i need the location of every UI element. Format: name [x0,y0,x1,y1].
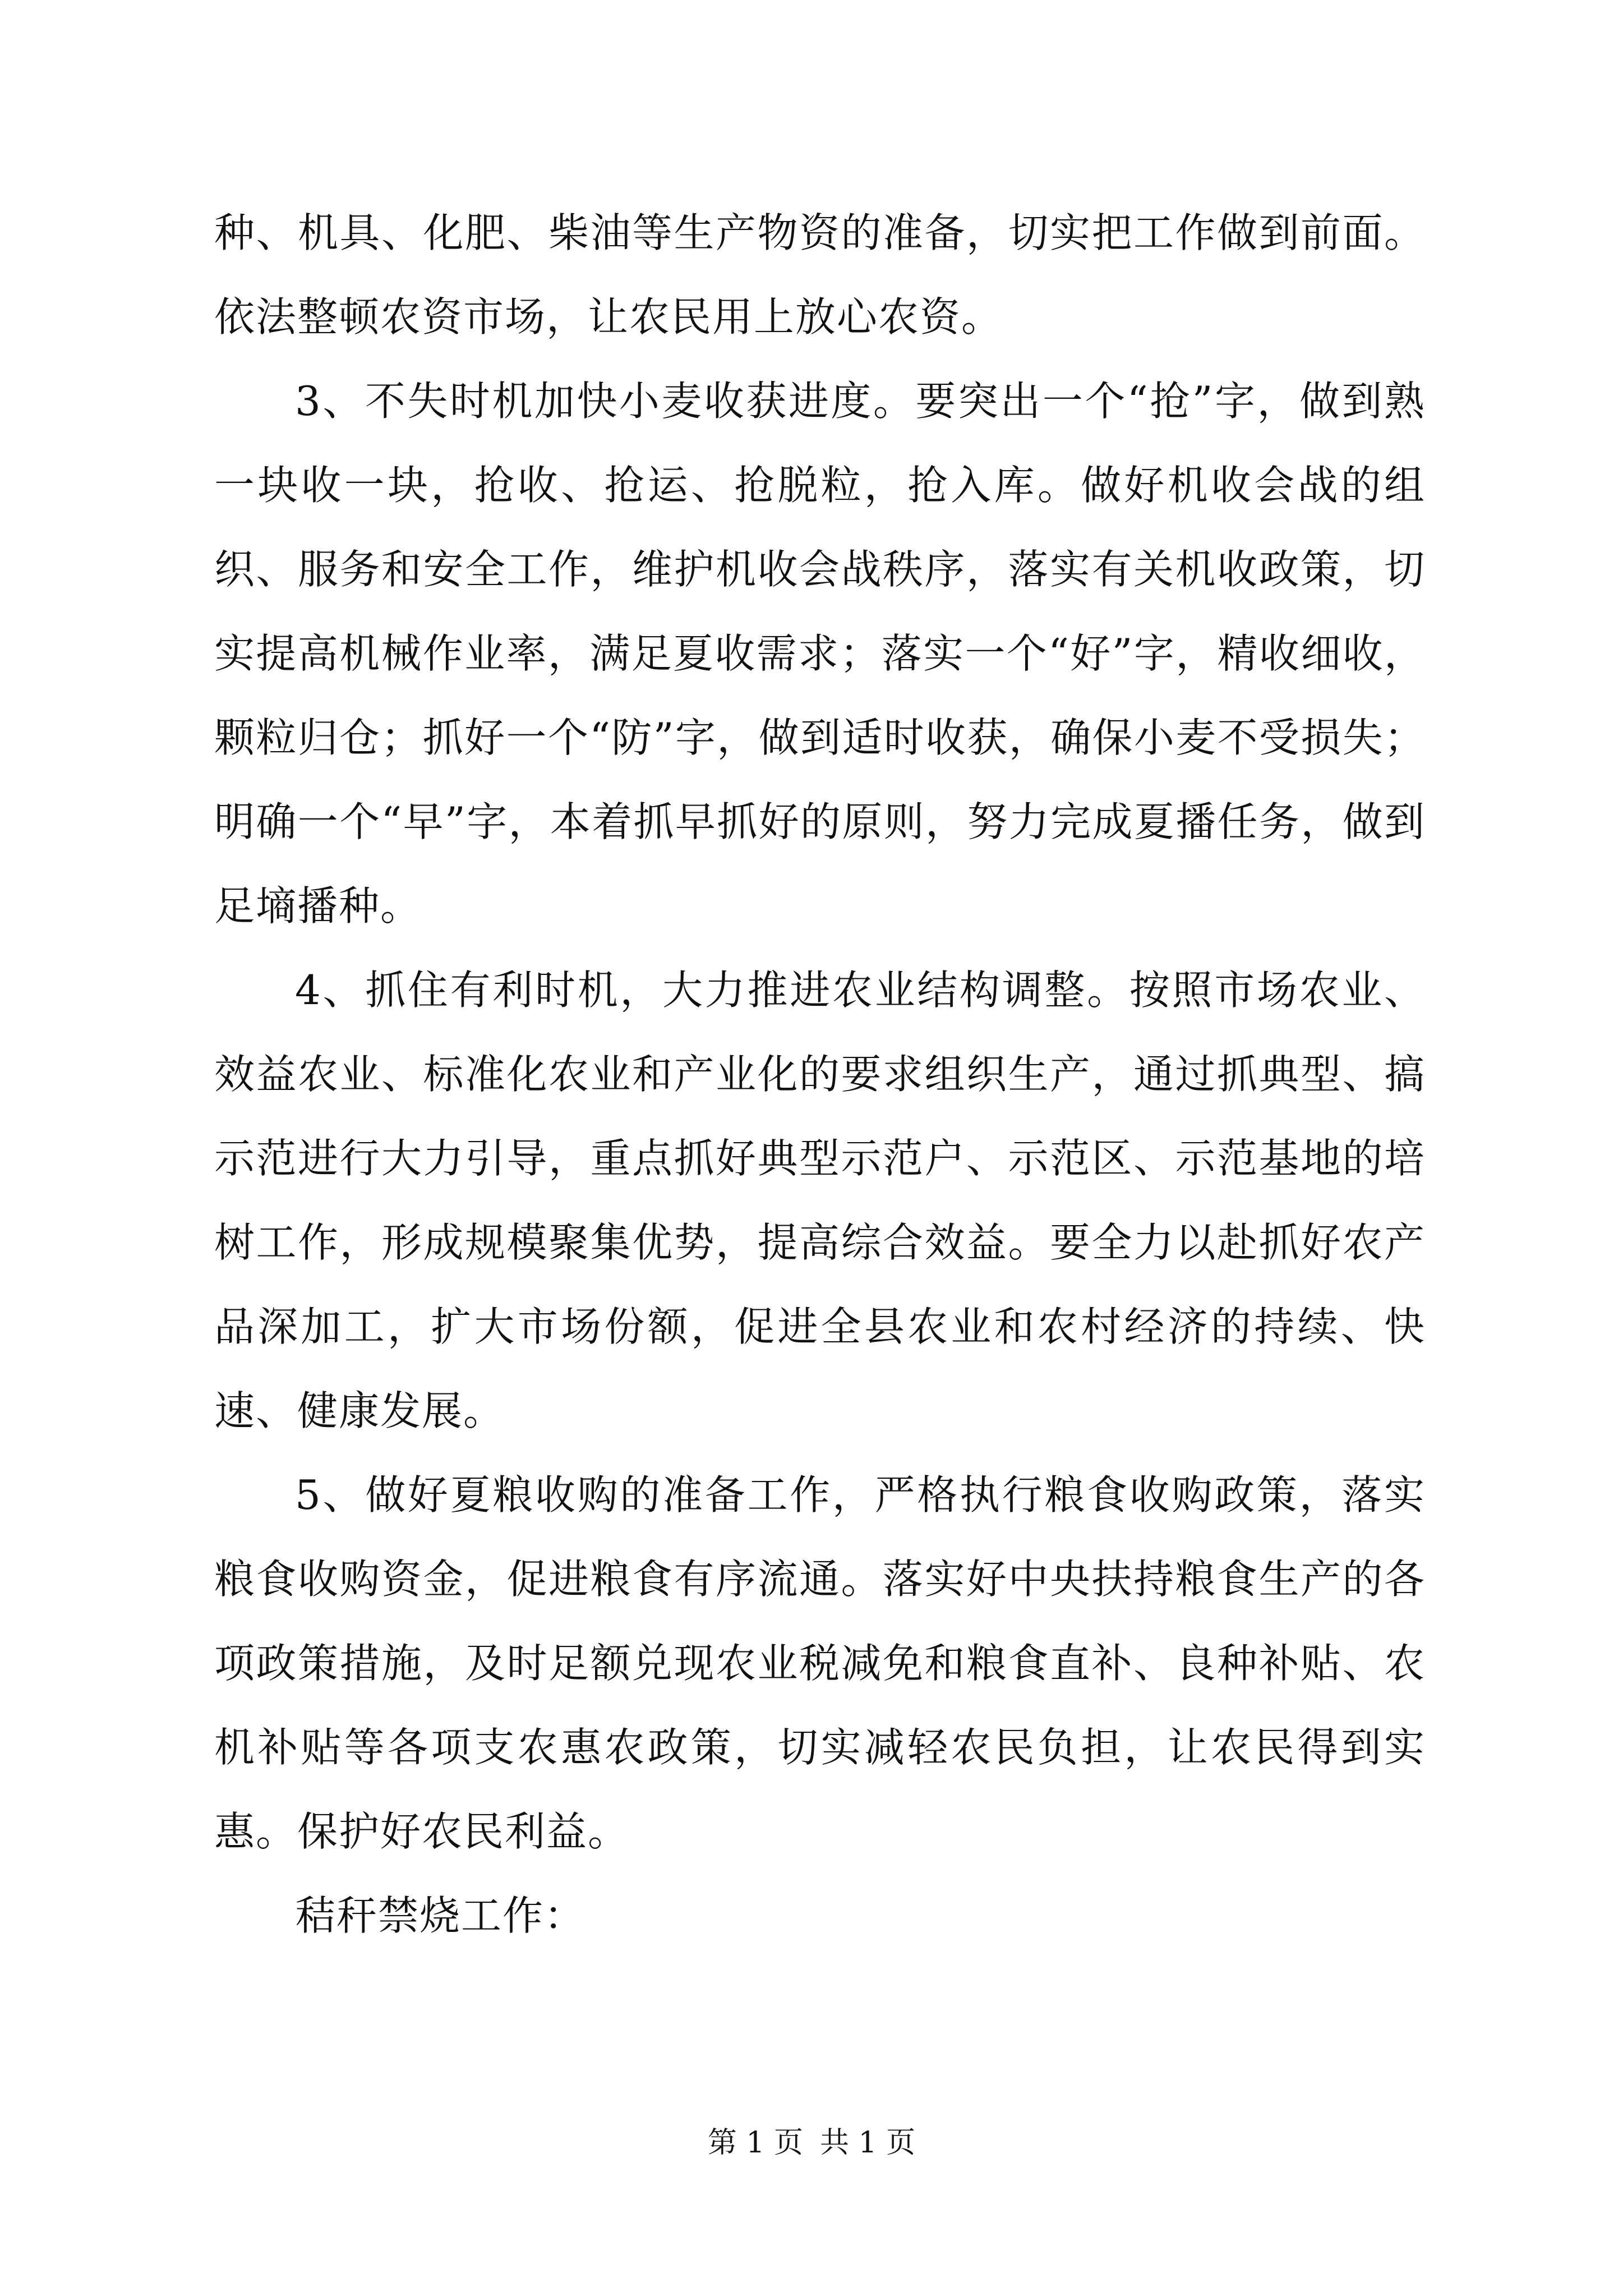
paragraph-item-3: 3、不失时机加快小麦收获进度。要突出一个“抢”字，做到熟一块收一块，抢收、抢运、抢脱粒，抢入库。做好机收会战的组织、服务和安全工作，维护机收会战秩序，落实有关机收政策，切实提高机械作业率，满足夏收需求；落实一个“好”字，精收细收，颗粒归仓；抓好一个“防”字，做到适时收获，确保小麦不受损失；明确一个“早”字，本着抓早抓好的原则，努力完成夏播任务，做到足墒播种。 [214,378,1426,930]
page-number: 第 1 页 [707,2126,803,2160]
document-body [214,191,1426,1958]
paragraph-item-5: 5、做好夏粮收购的准备工作，严格执行粮食收购政策，落实粮食收购资金，促进粮食有序流通。落实好中央扶持粮食生产的各项政策措施，及时足额兑现农业税减免和粮食直补、良种补贴、农机补贴等各项支农惠农政策，切实减轻农民负担，让农民得到实惠。保护好农民利益。 [214,1471,1426,1855]
page-footer [0,2126,1623,2160]
section-heading-straw-burning: 秸秆禁烧工作： [295,1892,586,1939]
paragraph-item-4: 4、抓住有利时机，大力推进农业结构调整。按照市场农业、效益农业、标准化农业和产业化的要求组织生产，通过抓典型、搞示范进行大力引导，重点抓好典型示范户、示范区、示范基地的培树工作，形成规模聚集优势，提高综合效益。要全力以赴抓好农产品深加工，扩大市场份额，促进全县农业和农村经济的持续、快速、健康发展。 [214,967,1426,1434]
paragraph-continuation: 种、机具、化肥、柴油等生产物资的准备，切实把工作做到前面。依法整顿农资市场，让农民用上放心农资。 [214,209,1426,341]
page-total: 共 1 页 [820,2126,916,2160]
